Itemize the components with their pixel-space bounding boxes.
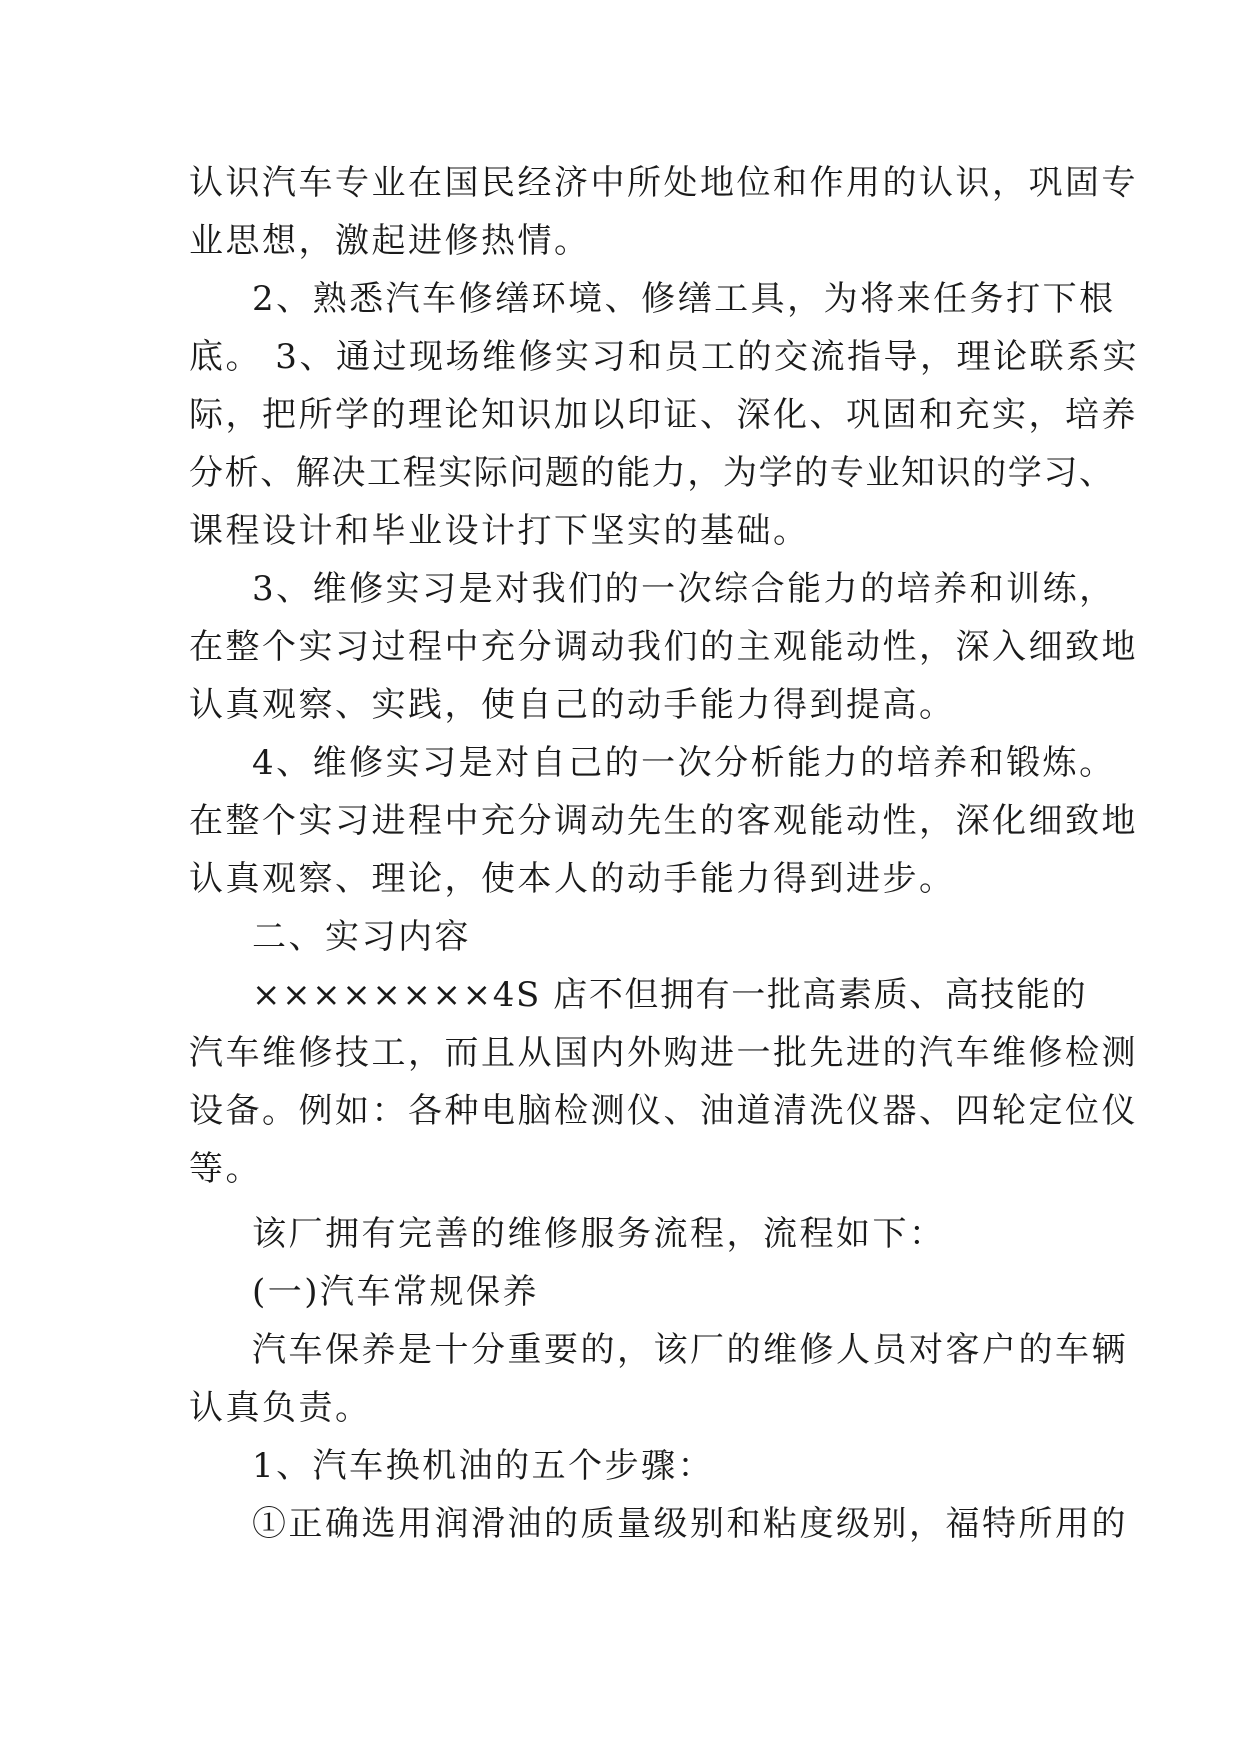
list-item: ①正确选用润滑油的质量级别和粘度级别，福特所用的	[252, 1504, 1128, 1544]
paragraph-line: 3、维修实习是对我们的一次综合能力的培养和训练，	[252, 569, 1116, 609]
paragraph-line: ××××××××4S 店不但拥有一批高素质、高技能的	[252, 975, 1088, 1015]
paragraph-line: 认识汽车专业在国民经济中所处地位和作用的认识，巩固专	[189, 163, 1138, 203]
paragraph-line: 汽车保养是十分重要的，该厂的维修人员对客户的车辆	[252, 1330, 1128, 1370]
paragraph-line: 底。 3、通过现场维修实习和员工的交流指导，理论联系实	[189, 337, 1139, 377]
paragraph-line: 课程设计和毕业设计打下坚实的基础。	[189, 511, 810, 551]
paragraph-line: 认真观察、实践，使自己的动手能力得到提高。	[189, 685, 956, 725]
paragraph-line: 该厂拥有完善的维修服务流程，流程如下：	[252, 1214, 946, 1254]
paragraph-line: 汽车维修技工，而且从国内外购进一批先进的汽车维修检测	[189, 1033, 1138, 1073]
paragraph-line: 认真负责。	[189, 1388, 372, 1428]
section-heading: 二、实习内容	[252, 917, 471, 957]
subsection-heading: (一)汽车常规保养	[252, 1272, 540, 1312]
paragraph-line: 认真观察、理论，使本人的动手能力得到进步。	[189, 859, 956, 899]
paragraph-line: 分析、解决工程实际问题的能力，为学的专业知识的学习、	[189, 453, 1115, 493]
paragraph-line: 在整个实习过程中充分调动我们的主观能动性，深入细致地	[189, 627, 1138, 667]
paragraph-line: 业思想，激起进修热情。	[189, 221, 591, 261]
list-item-heading: 1、汽车换机油的五个步骤：	[252, 1446, 715, 1486]
paragraph-line: 4、维修实习是对自己的一次分析能力的培养和锻炼。	[252, 743, 1116, 783]
paragraph-line: 在整个实习进程中充分调动先生的客观能动性，深化细致地	[189, 801, 1138, 841]
paragraph-line: 际，把所学的理论知识加以印证、深化、巩固和充实，培养	[189, 395, 1138, 435]
paragraph-line: 2、熟悉汽车修缮环境、修缮工具，为将来任务打下根	[252, 279, 1116, 319]
paragraph-line: 设备。例如：各种电脑检测仪、油道清洗仪器、四轮定位仪	[189, 1091, 1138, 1131]
paragraph-line: 等。	[189, 1149, 262, 1189]
